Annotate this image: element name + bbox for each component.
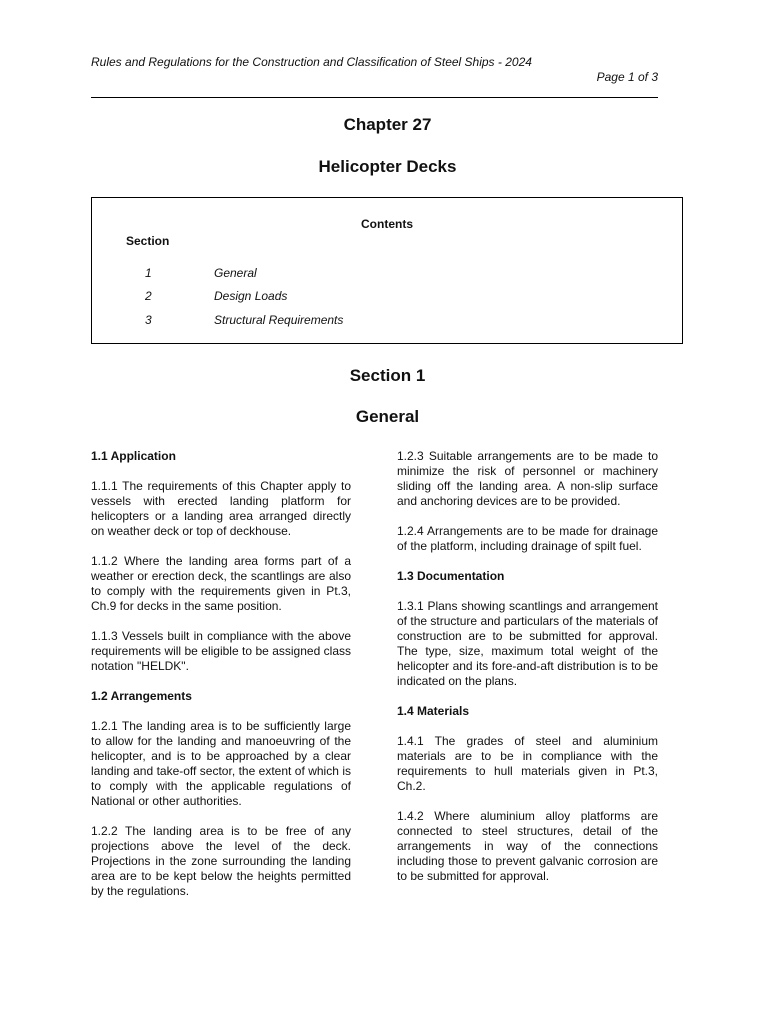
toc-entry-2[interactable] bbox=[92, 289, 682, 305]
contents-section-label: Section bbox=[126, 234, 170, 248]
paragraph-1-2-1: 1.2.1 The landing area is to be sufficiently large to allow for the landing and manoeuvring of the helicopter, and is to be approached by a clear landing and take-off sector, the extent of which is to comply with the applicable regulations of National or other authorities. bbox=[91, 719, 351, 808]
toc-title: General bbox=[214, 266, 257, 280]
toc-entry-3[interactable] bbox=[92, 313, 682, 329]
toc-number: 3 bbox=[145, 313, 152, 327]
paragraph-1-1-3: 1.1.3 Vessels built in compliance with the above requirements will be eligible to be assigned class notation "HELDK". bbox=[91, 629, 351, 673]
paragraph-1-2-3: 1.2.3 Suitable arrangements are to be made to minimize the risk of personnel or machinery sliding off the landing area. A non-slip surface and anchoring devices are to be provided. bbox=[397, 449, 658, 508]
chapter-title: Helicopter Decks bbox=[318, 157, 457, 176]
paragraph-1-1-2: 1.1.2 Where the landing area forms part of a weather or erection deck, the scantlings are also to comply with the requirements given in Pt.3, Ch.9 for decks in the same position. bbox=[91, 554, 351, 613]
right-column bbox=[397, 449, 658, 899]
paragraph-1-3-1: 1.3.1 Plans showing scantlings and arrangement of the structure and particulars of the materials of construction are to be submitted for approval. The type, size, maximum total weight of the helicopter and its fore-and-aft distribution is to be indicated on the plans. bbox=[397, 599, 658, 688]
toc-number: 2 bbox=[145, 289, 152, 303]
subheading-application: 1.1 Application bbox=[91, 449, 176, 463]
paragraph-1-4-2: 1.4.2 Where aluminium alloy platforms are connected to steel structures, detail of the arrangements in way of the connections including those to prevent galvanic corrosion are to be submitted for approval. bbox=[397, 809, 658, 883]
toc-number: 1 bbox=[145, 266, 152, 280]
paragraph-1-1-1: 1.1.1 The requirements of this Chapter apply to vessels with erected landing platform for helicopters or a landing area arranged directly on weather deck or top of deckhouse. bbox=[91, 479, 351, 538]
paragraph-1-2-4: 1.2.4 Arrangements are to be made for drainage of the platform, including drainage of spilt fuel. bbox=[397, 524, 658, 553]
section-title: General bbox=[355, 407, 420, 426]
subheading-arrangements: 1.2 Arrangements bbox=[91, 689, 192, 703]
paragraph-1-4-1: 1.4.1 The grades of steel and aluminium materials are to be in compliance with the requirements to hull materials given in Pt.3, Ch.2. bbox=[397, 734, 658, 793]
paragraph-1-2-2: 1.2.2 The landing area is to be free of any projections above the level of the deck. Projections in the zone surrounding the landing area are to be kept below the heights permitted by the regulations. bbox=[91, 824, 351, 898]
header-rule bbox=[91, 97, 658, 98]
subheading-materials: 1.4 Materials bbox=[397, 704, 470, 718]
chapter-number: Chapter 27 bbox=[343, 115, 432, 134]
section-heading: Section 1 bbox=[349, 366, 426, 385]
contents-heading: Contents bbox=[361, 217, 413, 231]
running-header-title: Rules and Regulations for the Construction and Classification of Steel Ships - 2024 bbox=[91, 55, 532, 69]
page-indicator: Page 1 of 3 bbox=[596, 70, 658, 84]
toc-title: Structural Requirements bbox=[214, 313, 344, 327]
subheading-documentation: 1.3 Documentation bbox=[397, 569, 505, 583]
toc-entry-1[interactable] bbox=[92, 266, 682, 282]
contents-box bbox=[91, 197, 683, 344]
toc-title: Design Loads bbox=[214, 289, 288, 303]
left-column bbox=[91, 449, 351, 914]
